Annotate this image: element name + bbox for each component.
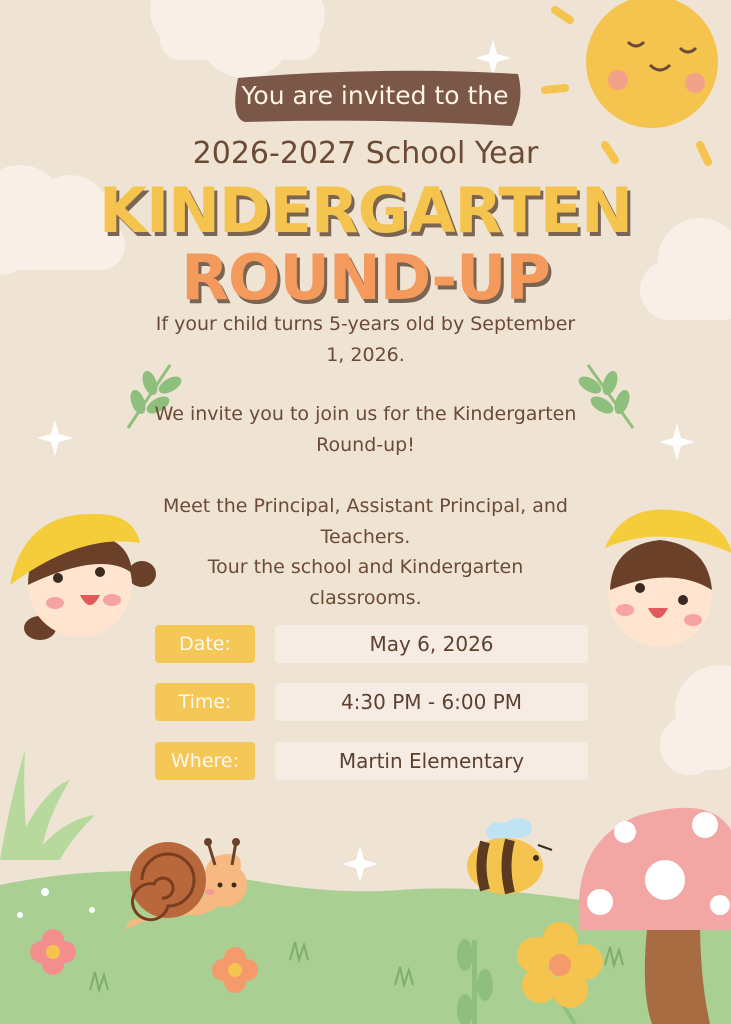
cloud-right-low — [660, 665, 731, 775]
bee-icon — [467, 818, 552, 894]
date-value: May 6, 2026 — [275, 625, 588, 663]
invite-banner-text: You are invited to the — [241, 81, 509, 110]
invite-line-1: We invite you to join us for the Kindergarten — [154, 403, 577, 425]
activities-line-1: Meet the Principal, Assistant Principal, and — [163, 495, 568, 517]
eligibility-line-1: If your child turns 5-years old by September — [155, 313, 576, 335]
headline-round-up: ROUND-UP — [181, 241, 550, 314]
cloud-top — [150, 0, 325, 78]
school-year: 2026-2027 School Year — [192, 136, 539, 171]
eligibility-line-2: 1, 2026. — [326, 344, 405, 366]
time-value: 4:30 PM - 6:00 PM — [275, 683, 588, 721]
activities-line-3: Tour the school and Kindergarten — [207, 556, 524, 578]
activities-line-2: Teachers. — [320, 526, 411, 548]
grass-tuft-left — [0, 750, 95, 860]
headline-kindergarten: KINDERGARTEN — [99, 174, 632, 247]
where-value: Martin Elementary — [275, 742, 588, 780]
date-label: Date: — [155, 625, 255, 663]
time-label: Time: — [155, 683, 255, 721]
invite-line-2: Round-up! — [316, 434, 415, 456]
activities-line-4: classrooms. — [309, 587, 422, 609]
where-label: Where: — [155, 742, 255, 780]
